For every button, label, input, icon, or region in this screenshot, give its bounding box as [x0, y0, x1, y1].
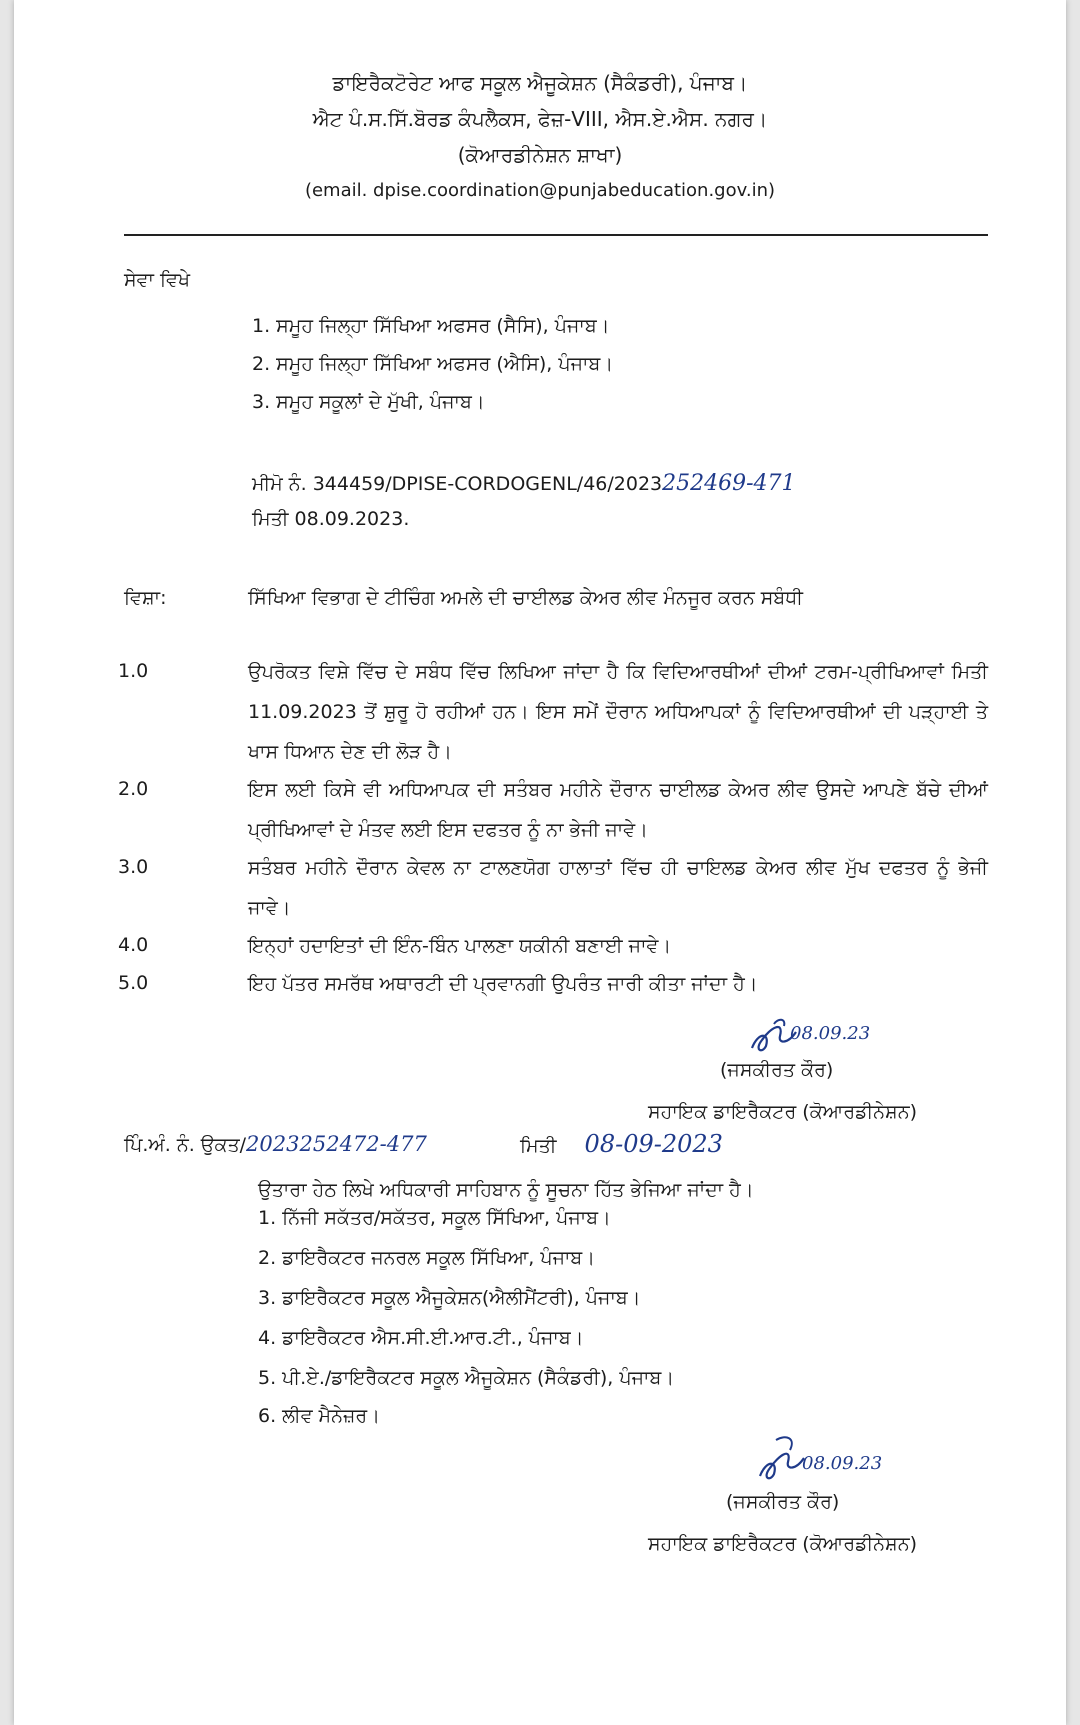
endorsement-date — [520, 1132, 723, 1158]
signatory-name: (ਜਸਕੀਰਤ ਕੌਰ) — [720, 1059, 834, 1081]
copy-recipient: 5. ਪੀ.ਏ./ਡਾਇਰੈਕਟਰ ਸਕੂਲ ਐਜੂਕੇਸ਼ਨ (ਸੈਕੰਡਰੀ), ਪੰਜਾਬ। — [258, 1367, 675, 1389]
subject-text: ਸਿੱਖਿਆ ਵਿਭਾਗ ਦੇ ਟੀਚਿੰਗ ਅਮਲੇ ਦੀ ਚਾਈਲਡ ਕੇਅਰ ਲੀਵ ਮੰਨਜੂਰ ਕਰਨ ਸਬੰਧੀ — [248, 587, 803, 609]
copy-recipient: 4. ਡਾਇਰੈਕਟਰ ਐਸ.ਸੀ.ਈ.ਆਰ.ਟੀ., ਪੰਜਾਬ। — [258, 1327, 584, 1349]
copy-recipient: 3. ਡਾਇਰੈਕਟਰ ਸਕੂਲ ਐਜੂਕੇਸ਼ਨ(ਐਲੀਮੈਂਟਰੀ), ਪੰਜਾਬ। — [258, 1287, 641, 1309]
addressee-label: ਸੇਵਾ ਵਿਖੇ — [124, 269, 191, 291]
copy-recipient: 2. ਡਾਇਰੈਕਟਰ ਜਨਰਲ ਸਕੂਲ ਸਿੱਖਿਆ, ਪੰਜਾਬ। — [258, 1247, 596, 1269]
paragraph-text: ਇਸ ਲਈ ਕਿਸੇ ਵੀ ਅਧਿਆਪਕ ਦੀ ਸਤੰਬਰ ਮਹੀਨੇ ਦੌਰਾਨ ਚਾਈਲਡ ਕੇਅਰ ਲੀਵ ਉਸਦੇ ਆਪਣੇ ਬੱਚੇ ਦੀਆਂ ਪ੍ਰੀਖਿਆਵਾਂ ਦੇ ਮੰਤਵ ਲਈ ਇਸ ਦਫਤਰ ਨੂੰ ਨਾ ਭੇਜੀ ਜਾਵੇ। — [248, 779, 988, 841]
memo-number-handwritten: 252469-471 — [662, 471, 796, 496]
office-email: (email. dpise.coordination@punjabeducation.gov.in) — [304, 180, 776, 201]
copy-recipient: 6. ਲੀਵ ਮੈਨੇਜ਼ਰ। — [258, 1405, 381, 1427]
paragraph-text: ਇਨ੍ਹਾਂ ਹਦਾਇਤਾਂ ਦੀ ਇੰਨ-ਬਿੰਨ ਪਾਲਣਾ ਯਕੀਨੀ ਬਣਾਈ ਜਾਵੇ। — [248, 935, 672, 957]
endorsement-number-label: ਪਿੰ.ਅੰ. ਨੰ. ਉਕਤ/ — [124, 1134, 247, 1156]
addressee-item: 3. ਸਮੂਹ ਸਕੂਲਾਂ ਦੇ ਮੁੱਖੀ, ਪੰਜਾਬ। — [252, 391, 485, 413]
office-address: ਐਟ ਪੰ.ਸ.ਸਿੱ.ਬੋਰਡ ਕੰਪਲੈਕਸ, ਫੇਜ਼-VIII, ਐਸ.ਏ.ਐਸ. ਨਗਰ। — [312, 107, 768, 131]
memo-date: ਮਿਤੀ 08.09.2023. — [252, 508, 410, 530]
endorsement-date-label: ਮਿਤੀ — [520, 1135, 557, 1157]
signature-date: 08.09.23 — [790, 1023, 871, 1044]
paragraph-number: 2.0 — [118, 778, 149, 800]
signatory-name: (ਜਸਕੀਰਤ ਕੌਰ) — [726, 1491, 840, 1513]
paragraph-number: 4.0 — [118, 934, 149, 956]
paragraph-text: ਸਤੰਬਰ ਮਹੀਨੇ ਦੌਰਾਨ ਕੇਵਲ ਨਾ ਟਾਲਣਯੋਗ ਹਾਲਾਤਾਂ ਵਿੱਚ ਹੀ ਚਾਇਲਡ ਕੇਅਰ ਲੀਵ ਮੁੱਖ ਦਫਤਰ ਨੂੰ ਭੇਜੀ ਜਾਵੇ। — [248, 857, 988, 919]
endorsement-number-handwritten: 2023252472-477 — [246, 1132, 427, 1156]
paragraph-number: 1.0 — [118, 660, 149, 682]
signature-date: 08.09.23 — [802, 1453, 883, 1474]
paragraph-number: 5.0 — [118, 972, 149, 994]
signatory-designation: ਸਹਾਇਕ ਡਾਇਰੈਕਟਰ (ਕੋਆਰਡੀਨੇਸ਼ਨ) — [648, 1533, 918, 1555]
memo-number — [252, 472, 796, 496]
endorsement-number — [124, 1132, 427, 1157]
endorsement-date-handwritten: 08-09-2023 — [584, 1130, 723, 1158]
office-name: ਡਾਇਰੈਕਟੋਰੇਟ ਆਫ ਸਕੂਲ ਐਜੂਕੇਸ਼ਨ (ਸੈਕੰਡਰੀ), ਪੰਜਾਬ। — [332, 71, 748, 95]
paragraph-text: ਉਪਰੋਕਤ ਵਿਸ਼ੇ ਵਿੱਚ ਦੇ ਸਬੰਧ ਵਿੱਚ ਲਿਖਿਆ ਜਾਂਦਾ ਹੈ ਕਿ ਵਿਦਿਆਰਥੀਆਂ ਦੀਆਂ ਟਰਮ-ਪ੍ਰੀਖਿਆਵਾਂ ਮਿਤੀ 11.09.2023 ਤੋਂ ਸ਼ੁਰੂ ਹੋ ਰਹੀਆਂ ਹਨ। ਇਸ ਸਮੇਂ ਦੌਰਾਨ ਅਧਿਆਪਕਾਂ ਨੂੰ ਵਿਦਿਆਰਥੀਆਂ ਦੀ ਪੜ੍ਹਾਈ ਤੇ ਖਾਸ ਧਿਆਨ ਦੇਣ ਦੀ ਲੋੜ ਹੈ। — [248, 661, 988, 763]
addressee-item: 2. ਸਮੂਹ ਜਿਲ੍ਹਾ ਸਿੱਖਿਆ ਅਫਸਰ (ਐਸਿ), ਪੰਜਾਬ। — [252, 353, 614, 375]
memo-number-label: ਮੀਮੋ ਨੰ. 344459/DPISE-CORDOGENL/46/2023 — [252, 473, 663, 495]
addressee-item: 1. ਸਮੂਹ ਜਿਲ੍ਹਾ ਸਿੱਖਿਆ ਅਫਸਰ (ਸੈਸਿ), ਪੰਜਾਬ। — [252, 315, 610, 337]
endorsement-intro: ਉਤਾਰਾ ਹੇਠ ਲਿਖੇ ਅਧਿਕਾਰੀ ਸਾਹਿਬਾਨ ਨੂੰ ਸੂਚਨਾ ਹਿੱਤ ਭੇਜਿਆ ਜਾਂਦਾ ਹੈ। — [258, 1179, 754, 1201]
header-divider — [124, 234, 988, 236]
subject-label: ਵਿਸ਼ਾ: — [124, 587, 167, 609]
signatory-designation: ਸਹਾਇਕ ਡਾਇਰੈਕਟਰ (ਕੋਆਰਡੀਨੇਸ਼ਨ) — [648, 1101, 918, 1123]
document-page — [14, 0, 1066, 1725]
paragraph-text: ਇਹ ਪੱਤਰ ਸਮਰੱਥ ਅਥਾਰਟੀ ਦੀ ਪ੍ਰਵਾਨਗੀ ਉਪਰੰਤ ਜਾਰੀ ਕੀਤਾ ਜਾਂਦਾ ਹੈ। — [248, 973, 758, 995]
copy-recipient: 1. ਨਿੱਜੀ ਸਕੱਤਰ/ਸਕੱਤਰ, ਸਕੂਲ ਸਿੱਖਿਆ, ਪੰਜਾਬ। — [258, 1207, 611, 1229]
branch-name: (ਕੋਆਰਡੀਨੇਸ਼ਨ ਸ਼ਾਖਾ) — [457, 143, 623, 167]
paragraph-number: 3.0 — [118, 856, 149, 878]
